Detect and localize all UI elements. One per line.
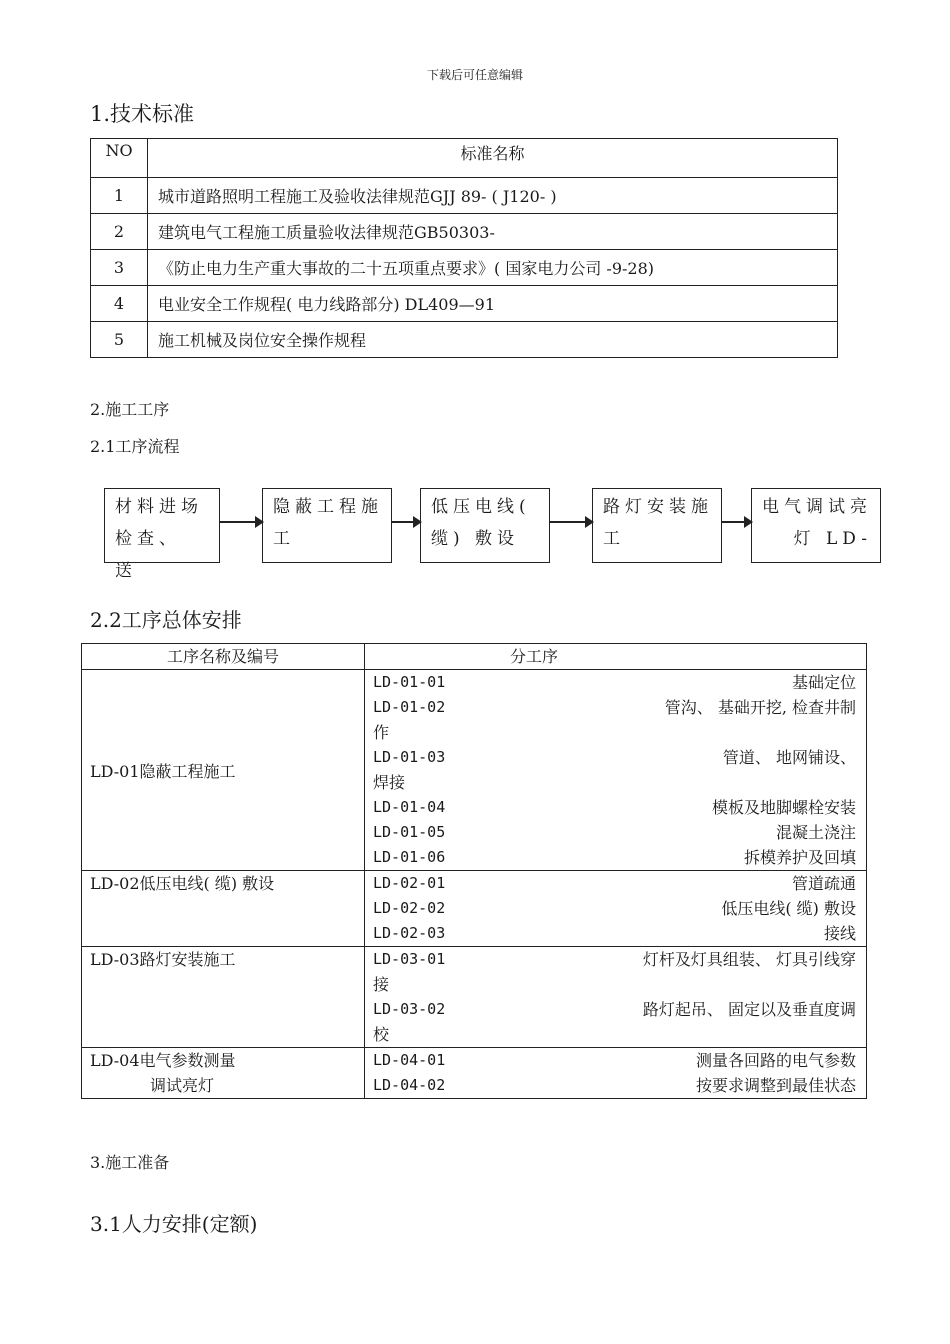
sub-code: LD-01-01 bbox=[373, 673, 446, 691]
sub-desc: 灯杆及灯具组装、 灯具引线穿 bbox=[642, 950, 856, 969]
row-no: 2 bbox=[91, 214, 148, 250]
table-row bbox=[82, 670, 867, 871]
flow-step-concealed-works bbox=[262, 488, 392, 563]
sub-desc: 管沟、 基础开挖, 检查井制 bbox=[664, 698, 856, 717]
sub-desc: 测量各回路的电气参数 bbox=[695, 1051, 856, 1070]
sub-code: LD-04-01 bbox=[373, 1051, 446, 1069]
section-2-2-title: 2.2工序总体安排 bbox=[90, 608, 242, 632]
subprocess-list bbox=[365, 871, 867, 947]
sub-code: LD-02-02 bbox=[373, 899, 446, 917]
row-no: 4 bbox=[91, 286, 148, 322]
sub-code: LD-01-06 bbox=[373, 848, 446, 866]
subprocess-list bbox=[365, 1048, 867, 1099]
section-1-title: 1.技术标准 bbox=[90, 102, 195, 126]
header-note: 下载后可任意编辑 bbox=[426, 68, 523, 82]
sub-desc-cont: 接 bbox=[373, 975, 390, 994]
row-name: 建筑电气工程施工质量验收法律规范GB50303- bbox=[148, 214, 838, 250]
sub-desc: 低压电线( 缆) 敷设 bbox=[721, 899, 856, 918]
sub-code: LD-03-01 bbox=[373, 950, 446, 968]
table-row bbox=[91, 322, 838, 358]
standards-table bbox=[90, 138, 838, 358]
row-no: 3 bbox=[91, 250, 148, 286]
list-item bbox=[365, 695, 866, 745]
sub-code: LD-03-02 bbox=[373, 1000, 446, 1018]
flow-step-commissioning bbox=[751, 488, 881, 563]
process-table bbox=[81, 643, 867, 1099]
header-subprocess: 分工序 bbox=[365, 644, 867, 670]
sub-code: LD-01-02 bbox=[373, 698, 446, 716]
row-name: 城市道路照明工程施工及验收法律规范GJJ 89- ( J120- ) bbox=[148, 178, 838, 214]
sub-code: LD-04-02 bbox=[373, 1076, 446, 1094]
list-item bbox=[365, 947, 866, 997]
row-name: 施工机械及岗位安全操作规程 bbox=[148, 322, 838, 358]
sub-desc-cont: 作 bbox=[373, 723, 390, 742]
header-standard-name: 标准名称 bbox=[148, 139, 838, 178]
flow-step-line: 工 bbox=[273, 529, 295, 549]
sub-desc: 接线 bbox=[823, 924, 856, 943]
sub-code: LD-01-04 bbox=[373, 798, 446, 816]
table-row bbox=[82, 871, 867, 947]
sub-desc: 管道疏通 bbox=[791, 874, 856, 893]
table-row bbox=[91, 214, 838, 250]
section-2-1-title: 2.1工序流程 bbox=[90, 437, 180, 456]
list-item bbox=[365, 921, 866, 946]
flow-step-line: 路灯安装施 bbox=[603, 497, 713, 517]
flow-step-line: 检查、 送 bbox=[115, 529, 181, 581]
subprocess-list bbox=[365, 947, 867, 1048]
process-table-header bbox=[82, 644, 867, 670]
list-item bbox=[365, 845, 866, 870]
sub-desc: 混凝土浇注 bbox=[775, 823, 856, 842]
flow-step-line: 灯 LD- bbox=[793, 529, 872, 549]
list-item bbox=[365, 997, 866, 1047]
table-row bbox=[91, 178, 838, 214]
table-row bbox=[82, 947, 867, 1048]
process-name: LD-03路灯安装施工 bbox=[90, 950, 236, 969]
subprocess-list bbox=[365, 670, 867, 871]
process-name: LD-04电气参数测量 bbox=[90, 1051, 236, 1070]
table-row bbox=[91, 286, 838, 322]
flow-step-line: 工 bbox=[603, 529, 625, 549]
sub-code: LD-01-05 bbox=[373, 823, 446, 841]
process-name-cont: 调试亮灯 bbox=[150, 1076, 215, 1095]
list-item bbox=[365, 871, 866, 896]
flow-arrow bbox=[220, 521, 262, 523]
section-3-1-title: 3.1人力安排(定额) bbox=[90, 1212, 258, 1236]
table-row bbox=[82, 1048, 867, 1099]
flow-step-line: 隐蔽工程施 bbox=[273, 497, 383, 517]
sub-desc: 路灯起吊、 固定以及垂直度调 bbox=[642, 1000, 856, 1019]
sub-desc-cont: 校 bbox=[373, 1025, 390, 1044]
process-name: LD-02低压电线( 缆) 敷设 bbox=[90, 874, 275, 893]
flow-step-line: 低压电线( bbox=[431, 497, 531, 517]
flow-arrow bbox=[550, 521, 592, 523]
list-item bbox=[365, 1048, 866, 1073]
flow-step-line: 电气调试亮 bbox=[762, 497, 872, 517]
flow-arrow bbox=[722, 521, 751, 523]
sub-code: LD-02-01 bbox=[373, 874, 446, 892]
sub-desc: 模板及地脚螺栓安装 bbox=[711, 798, 856, 817]
flow-step-material-check bbox=[104, 488, 220, 581]
process-group-name bbox=[82, 1048, 365, 1099]
row-name: 电业安全工作规程( 电力线路部分) DL409—91 bbox=[148, 286, 838, 322]
list-item bbox=[365, 1073, 866, 1098]
list-item bbox=[365, 670, 866, 695]
header-no: NO bbox=[91, 139, 148, 178]
sub-desc: 拆模养护及回填 bbox=[743, 848, 856, 867]
flow-step-line: 缆) 敷设 bbox=[431, 529, 520, 549]
process-group-name bbox=[82, 670, 365, 871]
flow-step-cable-laying bbox=[420, 488, 550, 563]
row-no: 1 bbox=[91, 178, 148, 214]
sub-desc: 管道、 地网铺设、 bbox=[722, 748, 856, 767]
process-name: LD-01隐蔽工程施工 bbox=[90, 761, 236, 781]
row-name: 《防止电力生产重大事故的二十五项重点要求》( 国家电力公司 -9-28) bbox=[148, 250, 838, 286]
sub-desc-cont: 焊接 bbox=[373, 773, 406, 792]
flow-step-line: 材料进场 bbox=[115, 497, 203, 517]
table-row bbox=[91, 250, 838, 286]
sub-code: LD-01-03 bbox=[373, 748, 446, 766]
sub-desc: 按要求调整到最佳状态 bbox=[695, 1076, 856, 1095]
list-item bbox=[365, 896, 866, 921]
process-group-name bbox=[82, 947, 365, 1048]
row-no: 5 bbox=[91, 322, 148, 358]
flow-arrow bbox=[392, 521, 420, 523]
header-process-name: 工序名称及编号 bbox=[82, 644, 365, 670]
sub-code: LD-02-03 bbox=[373, 924, 446, 942]
section-3-title: 3.施工准备 bbox=[90, 1153, 170, 1172]
process-group-name bbox=[82, 871, 365, 947]
section-2-title: 2.施工工序 bbox=[90, 400, 170, 419]
sub-desc: 基础定位 bbox=[791, 673, 856, 692]
list-item bbox=[365, 820, 866, 845]
list-item bbox=[365, 745, 866, 795]
standards-table-header bbox=[91, 139, 838, 178]
flow-step-lamp-install bbox=[592, 488, 722, 563]
list-item bbox=[365, 795, 866, 820]
